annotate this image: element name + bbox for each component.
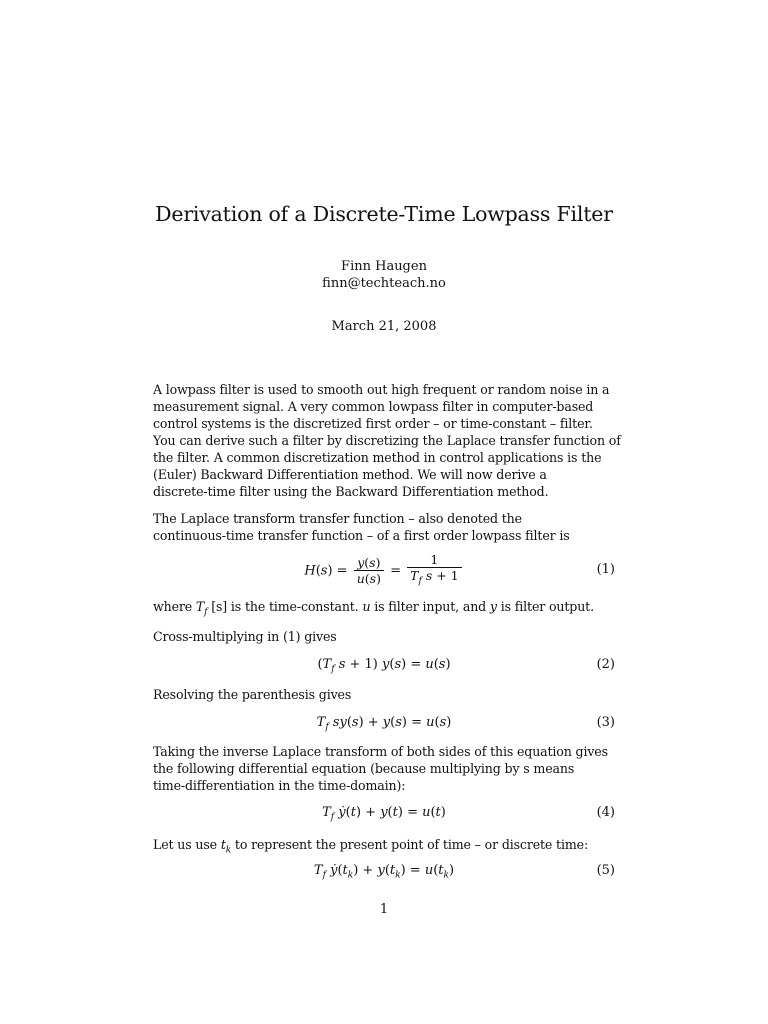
text-line: time-differentiation in the time-domain): (153, 778, 406, 793)
author-email: finn@techteach.no (322, 276, 446, 291)
text-line: continuous-time transfer function – of a first order lowpass filter is (153, 528, 570, 543)
author-name: Finn Haugen (341, 259, 427, 274)
equation-number: (1) (596, 562, 615, 577)
equation-2 (153, 657, 615, 681)
equation-number: (3) (596, 715, 615, 730)
equation-5 (153, 863, 615, 887)
equation-1 (153, 552, 615, 588)
text-line: Resolving the parenthesis gives (153, 687, 352, 702)
page-number: 1 (379, 902, 389, 917)
resolving-paragraph (153, 686, 623, 703)
equation-5-body: $T_f$ $ẏ(t_k) + y(t_k) = u(t_k)$ (313, 863, 455, 881)
text-line: You can derive such a filter by discretizing the Laplace transfer function of (153, 433, 621, 448)
time-constant-paragraph: where $T_f$ [s] is the time-constant. u is filter input, and y is filter output. (153, 599, 594, 618)
text-line: Cross-multiplying in (1) gives (153, 629, 337, 644)
cross-multiply-paragraph (153, 628, 623, 645)
inverse-laplace-paragraph (153, 743, 623, 794)
equation-2-body: ($T_f$ s + 1) y(s) = u(s) (317, 657, 451, 675)
text-line: (Euler) Backward Differentiation method. We will now derive a (153, 467, 547, 482)
discrete-time-paragraph: Let us use $t_k$ to represent the present point of time – or discrete time: (153, 837, 589, 856)
text-line: control systems is the discretized first order – or time-constant – filter. (153, 416, 593, 431)
equation-number: (4) (596, 805, 615, 820)
text-line: the following differential equation (because multiplying by s means (153, 761, 575, 776)
equation-4 (153, 805, 615, 829)
equation-number: (2) (596, 657, 615, 672)
text-line: A lowpass filter is used to smooth out high frequent or random noise in a (153, 382, 610, 397)
text-fragment: where (153, 599, 196, 614)
paper-date: March 21, 2008 (331, 319, 437, 334)
equation-1-body: H(s) = $\frac{y(s)}{u(s)}$ = $\frac{1}{T_f s + 1}$ (153, 552, 615, 590)
paper-title: Derivation of a Discrete-Time Lowpass Filter (155, 202, 613, 226)
text-fragment: to represent the present point of time – or discrete time: (231, 837, 589, 852)
text-line: Taking the inverse Laplace transform of both sides of this equation gives (153, 744, 608, 759)
equation-4-body: $T_f$ ẏ(t) + y(t) = u(t) (322, 805, 446, 823)
text-fragment: Let us use (153, 837, 221, 852)
text-fragment: is filter output. (496, 599, 594, 614)
text-line: The Laplace transform transfer function – also denoted the (153, 511, 522, 526)
text-line: measurement signal. A very common lowpass filter in computer-based (153, 399, 594, 414)
equation-3 (153, 715, 615, 739)
laplace-paragraph (153, 510, 623, 544)
text-fragment: is filter input, and (370, 599, 490, 614)
equation-number: (5) (596, 863, 615, 878)
intro-paragraph (153, 381, 623, 500)
text-line: discrete-time filter using the Backward Differentiation method. (153, 484, 549, 499)
text-fragment: [s] is the time-constant. (207, 599, 363, 614)
equation-3-body: $T_f$ sy(s) + y(s) = u(s) (316, 715, 452, 733)
text-line: the filter. A common discretization method in control applications is the (153, 450, 602, 465)
